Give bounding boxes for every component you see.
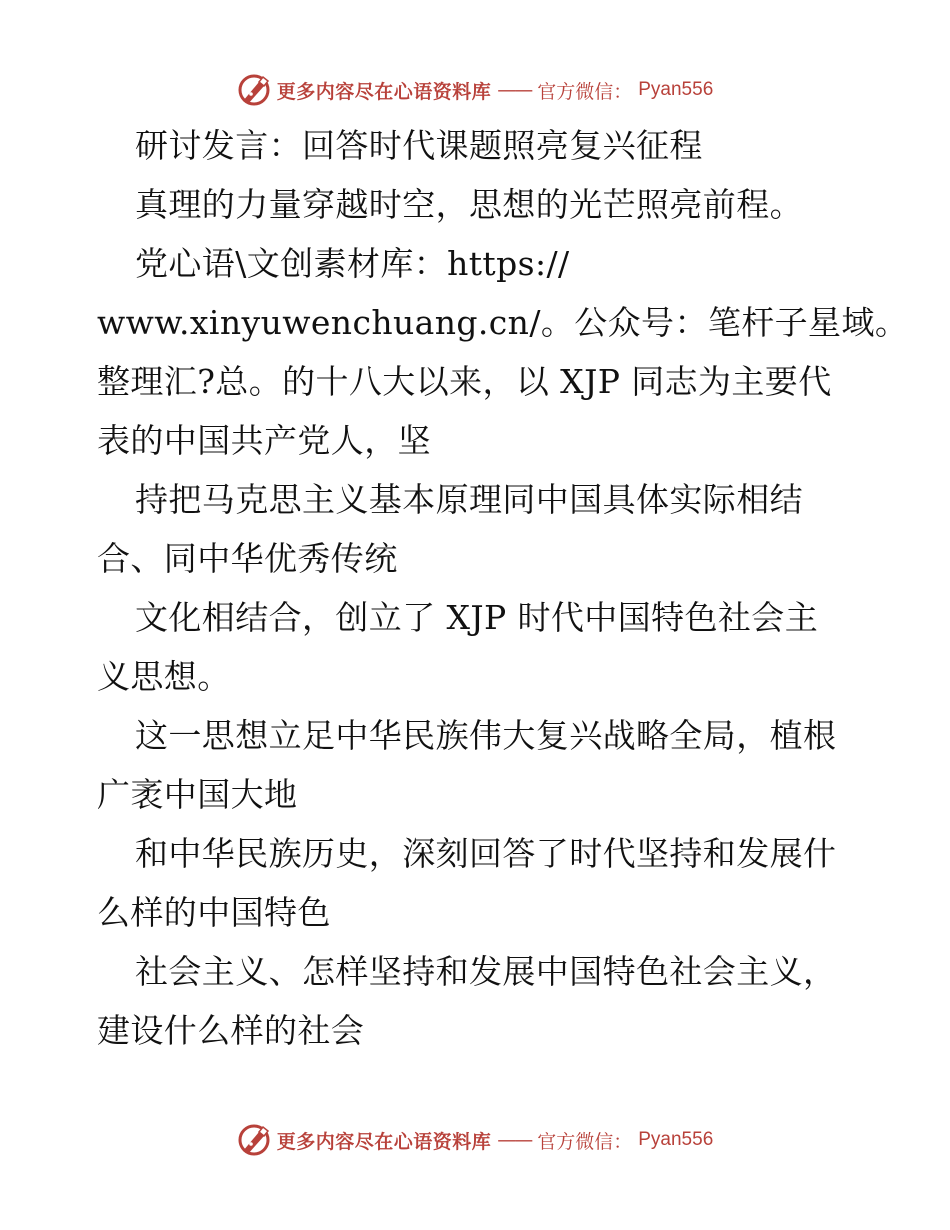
body-line: 建设什么样的社会 xyxy=(97,1011,365,1050)
wechat-id: Pyan556 xyxy=(638,1129,714,1150)
body-line: 文化相结合，创立了 XJP 时代中国特色社会主 xyxy=(135,598,819,637)
banner-text: 更多内容尽在心语资料库 xyxy=(276,80,492,103)
document-body xyxy=(97,116,909,1060)
footer-banner xyxy=(0,1120,950,1160)
body-line: 社会主义、怎样坚持和发展中国特色社会主义， xyxy=(135,952,837,991)
banner-dash: —— xyxy=(497,1129,532,1151)
pen-logo-icon xyxy=(237,1123,271,1157)
body-line: 表的中国共产党人，坚 xyxy=(97,421,431,460)
body-line: 研讨发言：回答时代课题照亮复兴征程 xyxy=(135,126,703,165)
pen-logo-icon xyxy=(237,73,271,107)
wechat-id: Pyan556 xyxy=(638,79,714,100)
body-line: 持把马克思主义基本原理同中国具体实际相结 xyxy=(135,480,803,519)
body-line: 和中华民族历史，深刻回答了时代坚持和发展什 xyxy=(135,834,837,873)
body-line: 真理的力量穿越时空，思想的光芒照亮前程。 xyxy=(135,185,803,224)
banner-dash: —— xyxy=(497,79,532,101)
wechat-label: 官方微信： xyxy=(537,1130,633,1153)
body-line: 么样的中国特色 xyxy=(97,893,331,932)
body-line: 广袤中国大地 xyxy=(97,775,298,814)
header-banner xyxy=(0,70,950,110)
body-line: www.xinyuwenchuang.cn/。公众号：笔杆子星域。 xyxy=(97,303,909,342)
banner-text: 更多内容尽在心语资料库 xyxy=(276,1130,492,1153)
body-line: 这一思想立足中华民族伟大复兴战略全局，植根 xyxy=(135,716,837,755)
body-line: 整理汇?总。的十八大以来，以 XJP 同志为主要代 xyxy=(97,362,832,401)
body-line: 党心语\文创素材库：https:// xyxy=(135,244,570,283)
body-line: 义思想。 xyxy=(97,657,231,696)
body-line: 合、同中华优秀传统 xyxy=(97,539,398,578)
wechat-label: 官方微信： xyxy=(537,80,633,103)
